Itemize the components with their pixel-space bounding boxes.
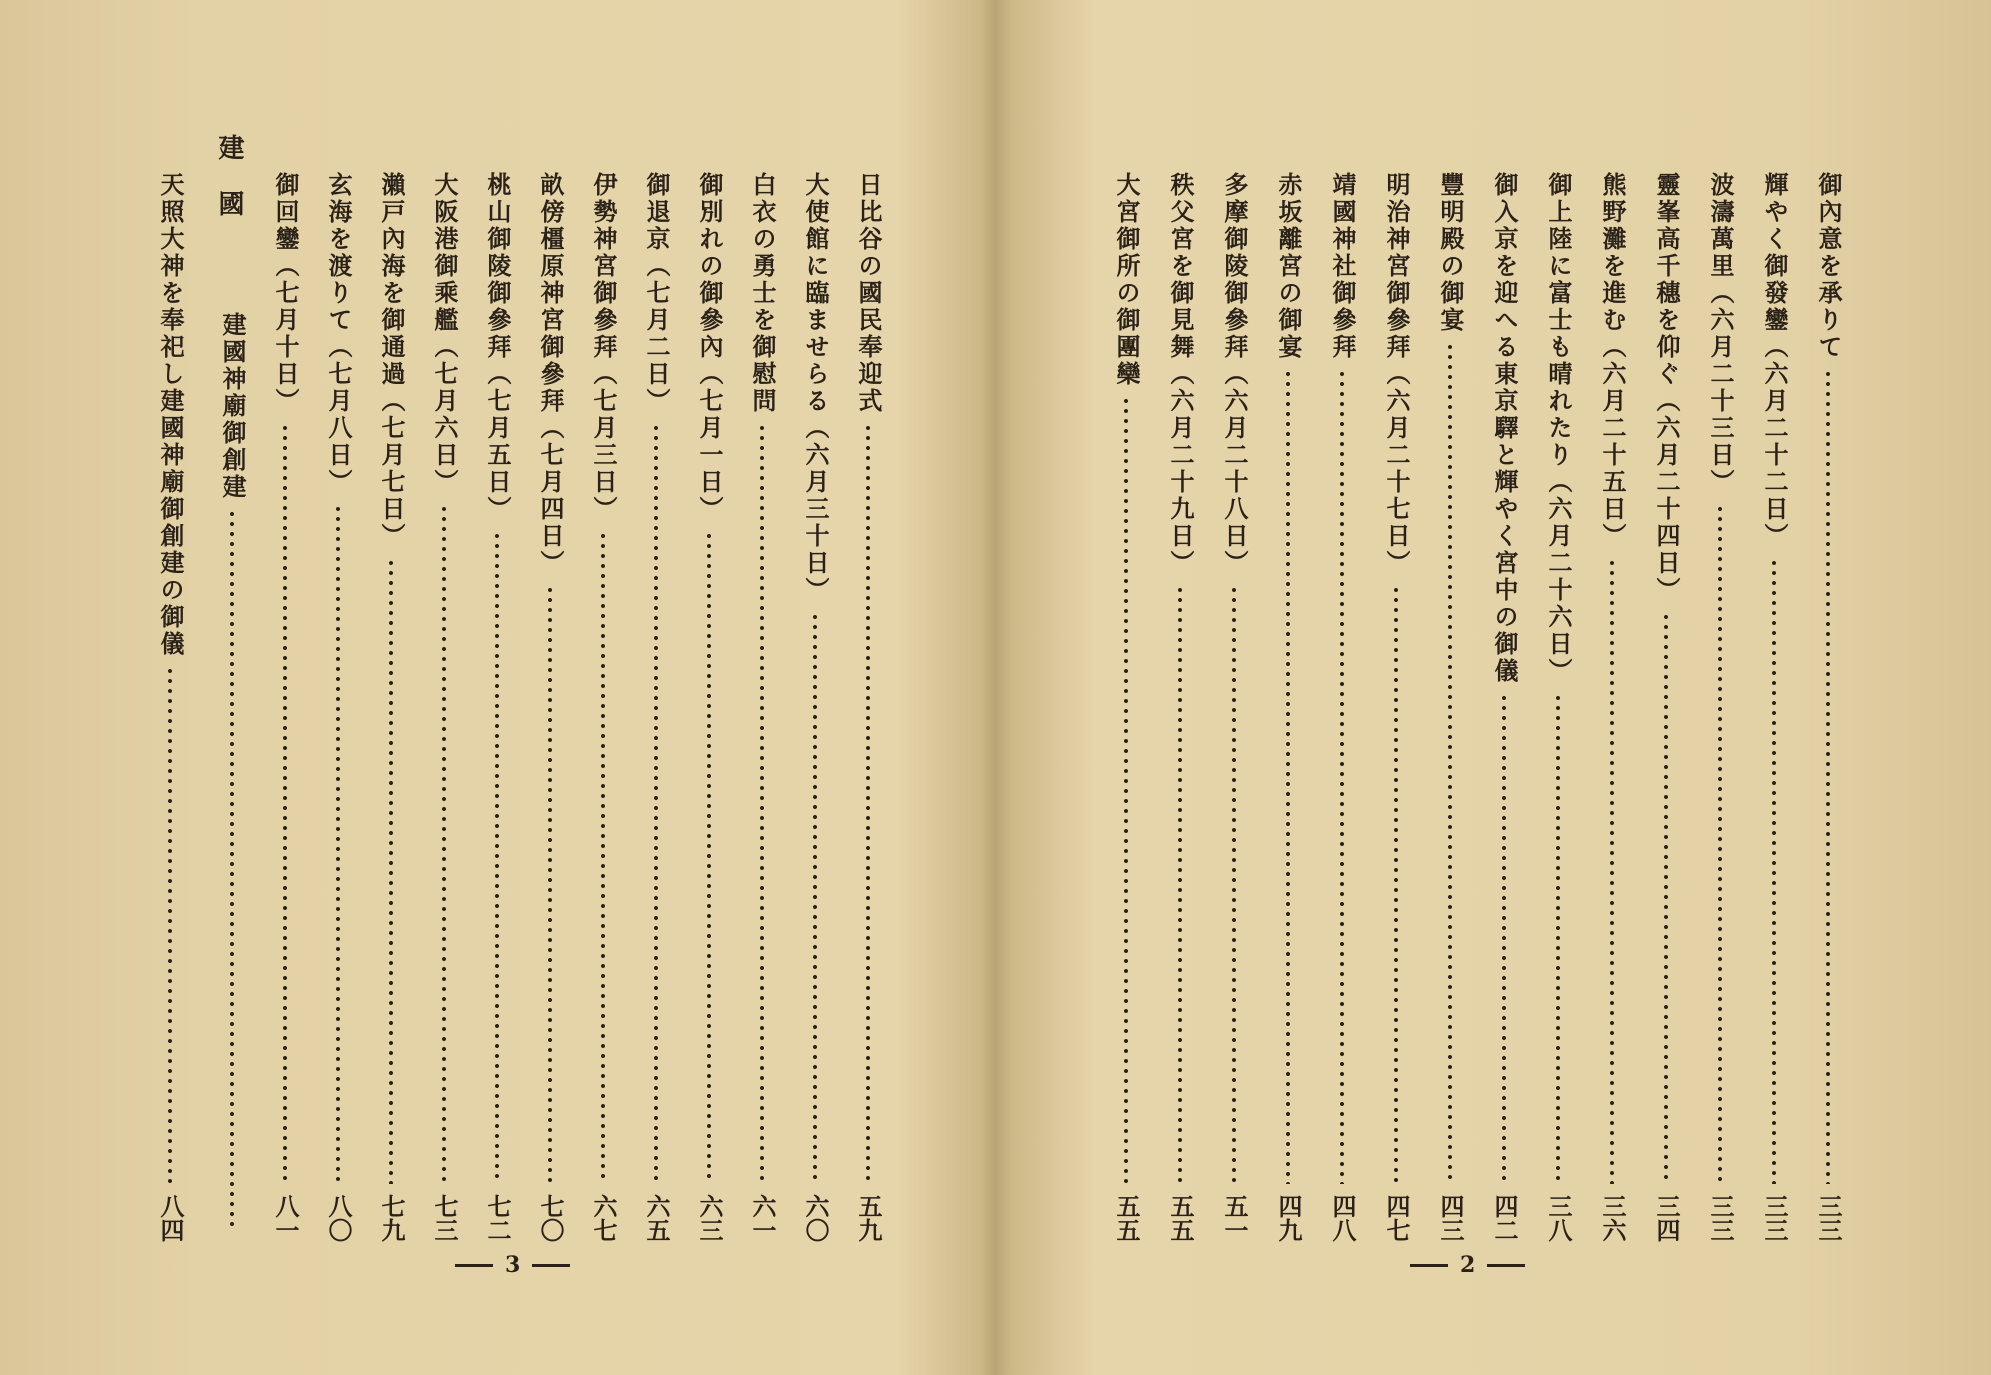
toc-entry [1754,172,1794,1242]
toc-entry [1700,172,1740,1242]
toc-entry [265,172,305,1242]
toc-entry-page: 三三 [1814,1194,1843,1242]
dot-leader [1393,585,1399,1184]
toc-entry [1538,172,1578,1242]
toc-entry-title: 御內意を承りて [1814,172,1843,361]
toc-entry [1376,172,1416,1242]
folio-dash [1487,1264,1525,1267]
dot-leader [229,509,235,1232]
toc-entry [1646,172,1686,1242]
toc-entry-title: 御別れの御參內（七月一日） [695,172,724,523]
section-heading: 建國 [214,134,244,246]
toc-entry-page: 四八 [1328,1194,1357,1242]
toc-entry-title: 御上陸に富士も晴れたり（六月二十六日） [1544,172,1573,685]
dot-leader [282,423,288,1184]
toc-entry [477,172,517,1242]
toc-entry [795,172,835,1242]
toc-entry-page: 六五 [642,1194,671,1242]
toc-entry-title: 御退京（七月二日） [642,172,671,415]
toc-entry-page: 六七 [589,1194,618,1242]
toc-entry [424,172,464,1242]
toc-entry-page: 八〇 [324,1194,353,1242]
dot-leader [388,558,394,1184]
folio-dash [455,1264,493,1267]
page-number [1410,1252,1525,1278]
toc-entry-page: 六三 [695,1194,724,1242]
toc-entry-page: 七九 [377,1194,406,1242]
dot-leader [1609,558,1615,1184]
dot-leader [600,531,606,1184]
dot-leader [335,504,341,1184]
dot-leader [167,666,173,1184]
dot-leader [1231,585,1237,1184]
toc-entry-page: 四七 [1382,1194,1411,1242]
toc-entry-page: 五五 [1166,1194,1195,1242]
dot-leader [865,423,871,1184]
toc-entry-title: 靖國神社御參拜 [1328,172,1357,361]
toc-entry-page: 四三 [1436,1194,1465,1242]
dot-leader [812,612,818,1184]
toc-entry-title: 明治神宮御參拜（六月二十七日） [1382,172,1411,577]
toc-entry-title: 熊野灘を進む（六月二十五日） [1598,172,1627,550]
toc-entry [212,312,252,1242]
toc-entry-title: 御入京を迎へる東京驛と輝やく宮中の御儀 [1490,172,1519,685]
toc-entry-page: 四九 [1274,1194,1303,1242]
dot-leader [1285,369,1291,1184]
dot-leader [1717,504,1723,1184]
toc-entry-page: 五九 [854,1194,883,1242]
folio-dash [1410,1264,1448,1267]
toc-entry-title: 白衣の勇士を御慰問 [748,172,777,415]
toc-entry [1322,172,1362,1242]
toc-entry [636,172,676,1242]
toc-entry-page: 四二 [1490,1194,1519,1242]
toc-entry [530,172,570,1242]
toc-entry [848,172,888,1242]
toc-entry [1268,172,1308,1242]
toc-entry-title: 大使館に臨ませらる（六月三十日） [801,172,830,604]
toc-entry-title: 秩父宮を御見舞（六月二十九日） [1166,172,1195,577]
toc-entry-title: 瀨戸內海を御通過（七月七日） [377,172,406,550]
folio-dash [532,1264,570,1267]
toc-entry [1484,172,1524,1242]
toc-entry [1214,172,1254,1242]
toc-entry-title: 御回鑾（七月十日） [271,172,300,415]
toc-entry-page: 七三 [430,1194,459,1242]
toc-entry [318,172,358,1242]
dot-leader [706,531,712,1184]
toc-entry-page: 五五 [1112,1194,1141,1242]
toc-entry-title: 大阪港御乘艦（七月六日） [430,172,459,496]
toc-entry-title: 赤坂離宮の御宴 [1274,172,1303,361]
toc-entry [583,172,623,1242]
toc-entry-title: 玄海を渡りて（七月八日） [324,172,353,496]
right-page [1000,0,1991,1375]
toc-entry-page: 七〇 [536,1194,565,1242]
toc-entry [1808,172,1848,1242]
toc-entry [1160,172,1200,1242]
toc-entry [1592,172,1632,1242]
toc-entry-title: 畝傍橿原神宮御參拜（七月四日） [536,172,565,577]
toc-entry-page: 三三 [1706,1194,1735,1242]
toc-entry-page: 八一 [271,1194,300,1242]
dot-leader [494,531,500,1184]
page-number-text: 2 [1460,1252,1476,1278]
toc-entry-page: 三四 [1652,1194,1681,1242]
toc-entry [150,172,190,1242]
toc-entry-title: 豐明殿の御宴 [1436,172,1465,334]
dot-leader [547,585,553,1184]
page-number [455,1252,570,1278]
toc-entry [1106,172,1146,1242]
toc-entry-title: 伊勢神宮御參拜（七月三日） [589,172,618,523]
dot-leader [653,423,659,1184]
dot-leader [1177,585,1183,1184]
toc-entry-title: 大宮御所の御團欒 [1112,172,1141,388]
toc-entry-page: 八四 [156,1194,185,1242]
dot-leader [1123,396,1129,1184]
toc-entry [689,172,729,1242]
toc-entry-title: 靈峯高千穗を仰ぐ（六月二十四日） [1652,172,1681,604]
toc-entry [371,172,411,1242]
toc-entry-page: 七二 [483,1194,512,1242]
dot-leader [1501,693,1507,1184]
dot-leader [1771,558,1777,1184]
toc-entry-page: 三八 [1544,1194,1573,1242]
toc-entry-page: 三六 [1598,1194,1627,1242]
toc-entry-title: 日比谷の國民奉迎式 [854,172,883,415]
toc-entry-title: 桃山御陵御參拜（七月五日） [483,172,512,523]
toc-entry-title: 天照大神を奉祀し建國神廟御創建の御儀 [156,172,185,658]
page-number-text: 3 [505,1252,521,1278]
toc-entry [742,172,782,1242]
dot-leader [1663,612,1669,1184]
toc-entry-title: 波濤萬里（六月二十三日） [1706,172,1735,496]
toc-entry-page: 五一 [1220,1194,1249,1242]
toc-entry-page: 六〇 [801,1194,830,1242]
toc-entry-page: 六一 [748,1194,777,1242]
dot-leader [441,504,447,1184]
toc-entry [1430,172,1470,1242]
dot-leader [759,423,765,1184]
toc-entry-title: 輝やく御發鑾（六月二十二日） [1760,172,1789,550]
toc-entry-title: 多摩御陵御參拜（六月二十八日） [1220,172,1249,577]
dot-leader [1555,693,1561,1184]
dot-leader [1825,369,1831,1184]
dot-leader [1339,369,1345,1184]
toc-entry-page: 三三 [1760,1194,1789,1242]
toc-entry-title: 建國神廟御創建 [218,312,247,501]
dot-leader [1447,342,1453,1184]
